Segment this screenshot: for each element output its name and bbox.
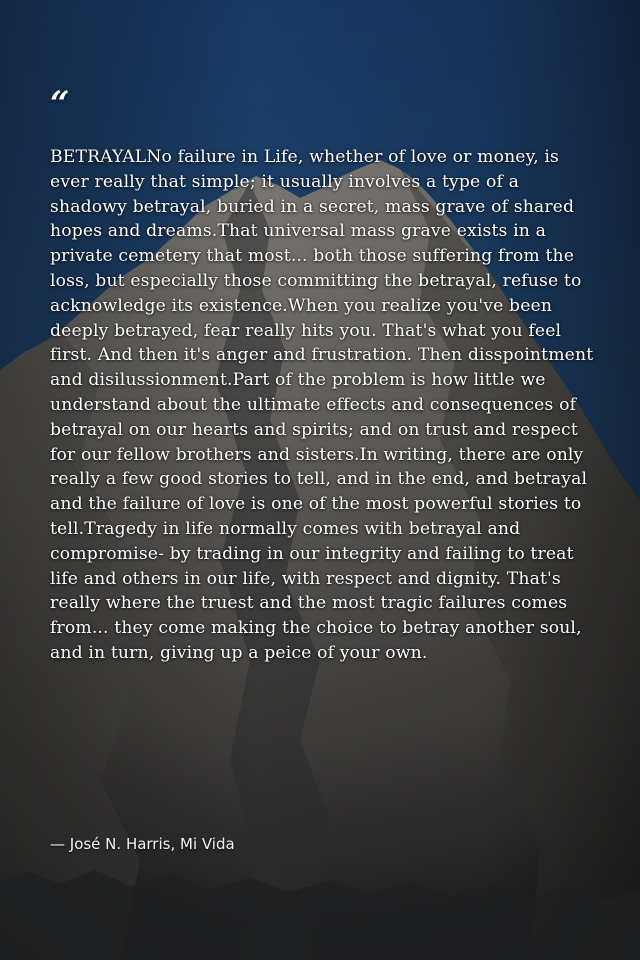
quote-attribution: — José N. Harris, Mi Vida [50,835,235,853]
quote-mark-icon: “ [50,84,70,124]
quote-text: BETRAYALNo failure in Life, whether of love or money, is ever really that simple; it usually involves a type of a shadowy betrayal, buried in a secret, mass grave of shared hopes and dreams.That universal mass grave exists in a private cemetery that most... both those suffering from the loss, but especially those committing the betrayal, refuse to acknowledge its existence.When you realize you've been deeply betrayed, fear really hits you. That's what you feel first. And then it's anger and frustration. Then disspointment and disilussionment.Part of the problem is how little we understand about the ultimate effects and consequences of betrayal on our hearts and spirits; and on trust and respect for our fellow brothers and sisters.In writing, there are only really a few good stories to tell, and in the end, and betrayal and the failure of love is one of the most powerful stories to tell.Tragedy in life normally comes with betrayal and compromise- by trading in our integrity and failing to treat life and others in our life, with respect and dignity. That's really where the truest and the most tragic failures comes from... they come making the choice to betray another soul, and in turn, giving up a peice of your own. [50,147,594,663]
